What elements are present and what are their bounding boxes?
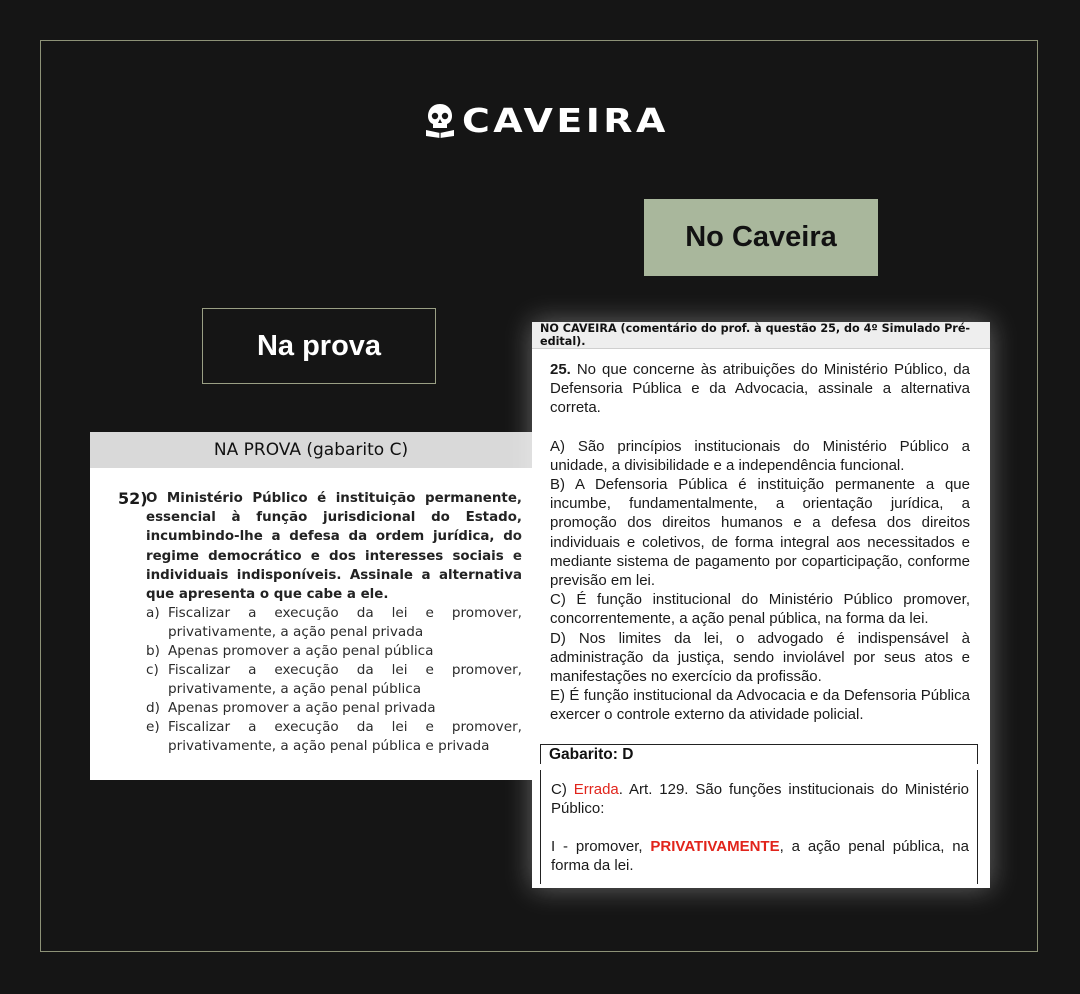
option-letter: d): [146, 700, 160, 717]
comment-line: [551, 780, 969, 818]
gabarito-label: Gabarito: D: [540, 744, 978, 764]
answer-comment: [540, 770, 978, 884]
comment-prefix: C): [551, 781, 574, 798]
question-stem-paragraph: [550, 360, 970, 418]
options-list: [146, 604, 522, 756]
option-a: [146, 604, 522, 642]
option-c: [146, 661, 522, 699]
question-52: [118, 489, 522, 756]
no-caveira-label: No Caveira: [644, 199, 878, 276]
na-prova-label: Na prova: [202, 308, 436, 384]
exam-card-header: NA PROVA (gabarito C): [90, 432, 532, 468]
question-stem: O Ministério Público é instituição permanente, essencial à função jurisdicional do Estado, incumbindo-lhe a defesa da ordem jurídica, do regime democrático e dos interesses sociais e individuais indisponíveis. Assinale a alternativa que apresenta o que cabe a ele.: [146, 491, 522, 603]
option-c: C) É função institucional do Ministério Público promover, concorrentemente, a ação penal pública, na forma da lei.: [550, 591, 970, 628]
brand-logo: [424, 100, 669, 140]
option-letter: a): [146, 605, 160, 622]
skull-book-icon: [424, 102, 456, 138]
option-e: [146, 718, 522, 756]
question-25: [550, 360, 970, 725]
question-number: 52): [118, 489, 148, 508]
option-text: Apenas promover a ação penal privada: [168, 700, 436, 717]
simulado-card-header: NO CAVEIRA (comentário do prof. à questão 25, do 4º Simulado Pré-edital).: [532, 322, 990, 349]
simulado-question-card: [532, 322, 990, 888]
brand-name: CAVEIRA: [462, 100, 669, 140]
law-item: [551, 837, 969, 875]
option-d: D) Nos limites da lei, o advogado é indispensável à administração da justiça, sendo inviolável por seus atos e manifestações no exercício da profissão.: [550, 629, 970, 686]
option-letter: b): [146, 643, 160, 660]
option-e: E) É função institucional da Advocacia e da Defensoria Pública exercer o controle externo da atividade policial.: [550, 687, 970, 724]
option-letter: c): [146, 662, 159, 679]
law-item-suffix: , a ação penal pública, na forma da lei.: [551, 838, 969, 874]
option-text: Fiscalizar a execução da lei e promover, privativamente, a ação penal pública: [168, 662, 522, 698]
option-text: Fiscalizar a execução da lei e promover, privativamente, a ação penal pública e privada: [168, 719, 522, 755]
option-a: A) São princípios institucionais do Ministério Público a unidade, a divisibilidade e a independência funcional.: [550, 437, 970, 474]
law-item-prefix: I - promover,: [551, 838, 651, 855]
option-letter: e): [146, 719, 160, 736]
comment-text: . Art. 129. São funções institucionais do Ministério Público:: [551, 781, 970, 817]
emphasis-privativamente: PRIVATIVAMENTE: [650, 838, 780, 855]
status-errada: Errada: [573, 781, 619, 798]
question-stem: No que concerne às atribuições do Ministério Público, da Defensoria Pública e da Advocacia, assinale a alternativa correta.: [550, 361, 970, 417]
option-text: Apenas promover a ação penal pública: [168, 643, 434, 660]
option-b: B) A Defensoria Pública é instituição permanente a que incumbe, fundamentalmente, a orientação jurídica, a promoção dos direitos humanos e a defesa dos direitos individuais e coletivos, de forma integral aos necessitados e mediante sistema de pagamento por coparticipação, conforme previsão em lei.: [550, 476, 970, 590]
option-b: [146, 642, 522, 661]
question-number: 25.: [550, 361, 571, 378]
exam-question-card: [90, 432, 532, 780]
option-d: [146, 699, 522, 718]
option-text: Fiscalizar a execução da lei e promover, privativamente, a ação penal privada: [168, 605, 522, 641]
